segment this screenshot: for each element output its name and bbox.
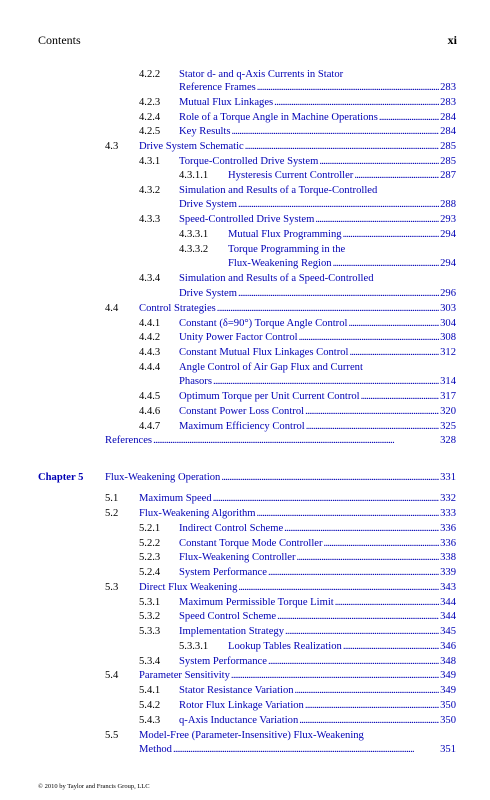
toc-entry[interactable]	[0, 551, 490, 565]
page-number-link[interactable]: 336	[440, 538, 456, 549]
copyright-footer: © 2010 by Taylor and Francis Group, LLC	[38, 783, 150, 790]
entry-title-link[interactable]: Speed-Controlled Drive System	[179, 214, 315, 225]
toc-entry[interactable]	[0, 420, 490, 434]
toc-entry[interactable]	[0, 537, 490, 551]
entry-title-link[interactable]: Speed Control Scheme	[179, 611, 277, 622]
toc-entry[interactable]	[0, 566, 490, 580]
page-number-link[interactable]: 288	[440, 199, 456, 210]
toc-entry[interactable]	[0, 331, 490, 345]
entry-title-link[interactable]: Mutual Flux Programming	[228, 229, 342, 240]
dot-leader	[213, 375, 439, 388]
dot-leader	[268, 655, 439, 668]
page-number-link[interactable]: 343	[440, 582, 456, 593]
entry-title-link[interactable]: Hysteresis Current Controller	[228, 170, 354, 181]
entry-title-link[interactable]: Drive System	[179, 199, 237, 210]
section-number: 4.3	[105, 141, 119, 152]
section-number: 5.2.3	[139, 552, 161, 563]
toc-entry[interactable]	[0, 361, 490, 375]
page-number-link[interactable]: 328	[440, 435, 456, 446]
toc-entry[interactable]	[0, 287, 490, 301]
toc-entry[interactable]	[0, 522, 490, 536]
section-number: 4.4.4	[139, 362, 161, 373]
toc-entry[interactable]	[0, 346, 490, 360]
dot-leader	[324, 537, 440, 550]
dot-leader	[153, 434, 439, 447]
section-number: 4.3.3	[139, 214, 161, 225]
toc-entry[interactable]	[0, 111, 490, 125]
toc-entry[interactable]	[0, 155, 490, 169]
entry-title-link[interactable]: Phasors	[179, 376, 212, 387]
entry-title-link[interactable]: Angle Control of Air Gap Flux and Current	[179, 362, 363, 373]
entry-title-link[interactable]: Maximum Speed	[139, 493, 212, 504]
entry-title-link[interactable]: Direct Flux Weakening	[139, 582, 238, 593]
entry-title-link[interactable]: Torque Programming in the	[228, 244, 346, 255]
toc-entry[interactable]	[0, 669, 490, 683]
dot-leader	[333, 257, 440, 270]
section-number: 4.4.7	[139, 421, 161, 432]
running-header-title: Contents	[38, 33, 81, 47]
entry-title-link[interactable]: Lookup Tables Realization	[228, 641, 342, 652]
page-number-link[interactable]: 346	[440, 641, 456, 652]
section-number: 5.3	[105, 582, 119, 593]
section-number: 4.3.1.1	[179, 170, 209, 181]
dot-leader	[343, 640, 439, 653]
entry-title-link[interactable]: Mutual Flux Linkages	[179, 97, 274, 108]
page-number-link[interactable]: 350	[440, 715, 456, 726]
entry-title-link[interactable]: Simulation and Results of a Torque-Controlled	[179, 185, 378, 196]
section-number: 5.4.3	[139, 715, 161, 726]
page-number-link[interactable]: 339	[440, 567, 456, 578]
dot-leader	[238, 581, 439, 594]
toc-entry[interactable]	[0, 434, 490, 448]
entry-title-link[interactable]: Optimum Torque per Unit Current Control	[179, 391, 360, 402]
toc-entry[interactable]	[0, 729, 490, 743]
section-number: 4.4.1	[139, 318, 161, 329]
dot-leader	[217, 302, 439, 315]
section-number: 4.4.6	[139, 406, 161, 417]
entry-title-link[interactable]: System Performance	[179, 567, 267, 578]
toc-entry[interactable]	[0, 257, 490, 271]
section-number: 4.2.2	[139, 69, 161, 80]
section-number: 5.4.2	[139, 700, 161, 711]
toc-entry[interactable]	[0, 699, 490, 713]
entry-title-link[interactable]: Method	[139, 744, 172, 755]
section-number: 5.3.2	[139, 611, 161, 622]
page-number-link[interactable]: 287	[440, 170, 456, 181]
entry-title-link[interactable]: Indirect Control Scheme	[179, 523, 284, 534]
page-number-link[interactable]: 308	[440, 332, 456, 343]
dot-leader	[361, 390, 440, 403]
entry-title-link[interactable]: Constant Power Loss Control	[179, 406, 305, 417]
entry-title-link[interactable]: Drive System	[179, 288, 237, 299]
section-number: 5.2.1	[139, 523, 161, 534]
entry-title-link[interactable]: Model-Free (Parameter-Insensitive) Flux-Weakening	[139, 730, 364, 741]
page-number-link[interactable]: 331	[440, 472, 456, 483]
dot-leader	[238, 198, 439, 211]
dot-leader	[354, 169, 439, 182]
entry-title-link[interactable]: Key Results	[179, 126, 231, 137]
toc-entry[interactable]	[0, 169, 490, 183]
page-number-link[interactable]: 293	[440, 214, 456, 225]
section-number: 4.2.5	[139, 126, 161, 137]
section-number: 4.3.2	[139, 185, 161, 196]
section-number: 5.2	[105, 508, 119, 519]
section-number: 4.3.3.2	[179, 244, 209, 255]
section-number: 5.5	[105, 730, 119, 741]
dot-leader	[274, 96, 439, 109]
entry-title-link[interactable]: Implementation Strategy	[179, 626, 285, 637]
toc-entry[interactable]	[0, 317, 490, 331]
page-number-link[interactable]: 345	[440, 626, 456, 637]
toc-entry[interactable]	[0, 581, 490, 595]
section-number: 5.3.3	[139, 626, 161, 637]
page-number-link[interactable]: 333	[440, 508, 456, 519]
page-number-link[interactable]: 303	[440, 303, 456, 314]
page-number-link[interactable]: 344	[440, 611, 456, 622]
page-number-link[interactable]: 312	[440, 347, 456, 358]
page-number-link[interactable]: 349	[440, 670, 456, 681]
page-number-link[interactable]: 350	[440, 700, 456, 711]
entry-title-link[interactable]: Flux-Weakening Region	[228, 258, 332, 269]
dot-leader	[245, 140, 439, 153]
toc-entry[interactable]	[0, 198, 490, 212]
toc-entry[interactable]	[0, 684, 490, 698]
page-number-link[interactable]: 348	[440, 656, 456, 667]
section-number: 5.4.1	[139, 685, 161, 696]
entry-title-link[interactable]: Constant (δ=90°) Torque Angle Control	[179, 318, 348, 329]
dot-leader	[305, 405, 439, 418]
dot-leader	[221, 471, 439, 484]
dot-leader	[213, 492, 439, 505]
section-number: 4.4.2	[139, 332, 161, 343]
section-number: 4.4	[105, 303, 119, 314]
entry-title-link[interactable]: Constant Mutual Flux Linkages Control	[179, 347, 349, 358]
dot-leader	[379, 111, 439, 124]
dot-leader	[315, 213, 439, 226]
toc-entry[interactable]	[0, 471, 490, 485]
section-number: 4.2.4	[139, 112, 161, 123]
dot-leader	[335, 596, 439, 609]
toc-entry[interactable]	[0, 68, 490, 82]
dot-leader	[268, 566, 439, 579]
dot-leader	[350, 346, 440, 359]
page-number-link[interactable]: 304	[440, 318, 456, 329]
page-number-link[interactable]: 314	[440, 376, 456, 387]
entry-title-link[interactable]: q-Axis Inductance Variation	[179, 715, 299, 726]
dot-leader	[295, 684, 440, 697]
page-number-link[interactable]: 284	[440, 112, 456, 123]
toc-entry[interactable]	[0, 714, 490, 728]
section-number: 5.2.4	[139, 567, 161, 578]
page-number-link[interactable]: 320	[440, 406, 456, 417]
toc-entry[interactable]	[0, 507, 490, 521]
entry-title-link[interactable]: References	[105, 435, 153, 446]
dot-leader	[348, 317, 439, 330]
page-number-link[interactable]: 325	[440, 421, 456, 432]
section-number: 4.4.5	[139, 391, 161, 402]
toc-entry[interactable]	[0, 243, 490, 257]
section-number: 5.1	[105, 493, 119, 504]
section-number: 5.3.3.1	[179, 641, 209, 652]
dot-leader	[231, 669, 439, 682]
entry-title-link[interactable]: System Performance	[179, 656, 267, 667]
toc-entry[interactable]	[0, 625, 490, 639]
section-number: 5.3.4	[139, 656, 161, 667]
page-number-link[interactable]: 349	[440, 685, 456, 696]
toc-entry[interactable]	[0, 81, 490, 95]
dot-leader	[277, 610, 439, 623]
page-number-link[interactable]: 336	[440, 523, 456, 534]
section-number: 4.4.3	[139, 347, 161, 358]
entry-title-link[interactable]: Reference Frames	[179, 82, 256, 93]
entry-title-link[interactable]: Torque-Controlled Drive System	[179, 156, 319, 167]
toc-entry[interactable]	[0, 390, 490, 404]
dot-leader	[257, 507, 440, 520]
page-number-link[interactable]: 283	[440, 82, 456, 93]
section-number: 5.4	[105, 670, 119, 681]
toc-entry[interactable]	[0, 125, 490, 139]
page-number-link[interactable]: 283	[440, 97, 456, 108]
page-number-link[interactable]: 294	[440, 258, 456, 269]
entry-title-link[interactable]: Rotor Flux Linkage Variation	[179, 700, 304, 711]
toc-entry[interactable]	[0, 272, 490, 286]
entry-title-link[interactable]: Maximum Efficiency Control	[179, 421, 305, 432]
dot-leader	[173, 743, 439, 756]
dot-leader	[319, 155, 439, 168]
section-number: 4.3.3.1	[179, 229, 209, 240]
dot-leader	[285, 625, 439, 638]
dot-leader	[299, 714, 439, 727]
entry-title-link[interactable]: Parameter Sensitivity	[139, 670, 230, 681]
section-number: 4.2.3	[139, 97, 161, 108]
toc-entry[interactable]	[0, 405, 490, 419]
entry-title-link[interactable]: Control Strategies	[139, 303, 216, 314]
entry-title-link[interactable]: Role of a Torque Angle in Machine Operations	[179, 112, 378, 123]
entry-title-link[interactable]: Stator Resistance Variation	[179, 685, 294, 696]
dot-leader	[306, 420, 439, 433]
entry-title-link[interactable]: Maximum Permissible Torque Limit	[179, 597, 334, 608]
dot-leader	[305, 699, 439, 712]
toc-entry[interactable]	[0, 140, 490, 154]
dot-leader	[238, 287, 439, 300]
toc-entry[interactable]	[0, 492, 490, 506]
toc-entry[interactable]	[0, 743, 490, 757]
entry-title-link[interactable]: Stator d- and q-Axis Currents in Stator	[179, 69, 344, 80]
entry-title-link[interactable]: Flux-Weakening Controller	[179, 552, 296, 563]
toc-entry[interactable]	[0, 655, 490, 669]
dot-leader	[232, 125, 440, 138]
section-number: 5.2.2	[139, 538, 161, 549]
section-number: 4.3.1	[139, 156, 161, 167]
page-number-link[interactable]: 351	[440, 744, 456, 755]
entry-title-link[interactable]: Unity Power Factor Control	[179, 332, 298, 343]
toc-entry[interactable]	[0, 610, 490, 624]
dot-leader	[284, 522, 439, 535]
dot-leader	[257, 81, 439, 94]
toc-entry[interactable]	[0, 375, 490, 389]
toc-entry[interactable]	[0, 213, 490, 227]
toc-entry[interactable]	[0, 302, 490, 316]
page-number-link[interactable]: 285	[440, 156, 456, 167]
page-number-link[interactable]: 285	[440, 141, 456, 152]
page-number-link[interactable]: 284	[440, 126, 456, 137]
toc-entry[interactable]	[0, 96, 490, 110]
page-number-link[interactable]: 338	[440, 552, 456, 563]
page-number-link[interactable]: 344	[440, 597, 456, 608]
page-number-link[interactable]: 294	[440, 229, 456, 240]
entry-title-link[interactable]: Simulation and Results of a Speed-Controlled	[179, 273, 374, 284]
entry-title-link[interactable]: Flux-Weakening Algorithm	[139, 508, 256, 519]
page-number-link[interactable]: 317	[440, 391, 456, 402]
entry-title-link[interactable]: Drive System Schematic	[139, 141, 244, 152]
entry-title-link[interactable]: Constant Torque Mode Controller	[179, 538, 323, 549]
chapter-label: Chapter 5	[38, 472, 84, 483]
dot-leader	[299, 331, 440, 344]
entry-title-link[interactable]: Flux-Weakening Operation	[105, 472, 221, 483]
toc-entry[interactable]	[0, 228, 490, 242]
running-header-page-number: xi	[447, 33, 457, 47]
page-number-link[interactable]: 296	[440, 288, 456, 299]
section-number: 4.3.4	[139, 273, 161, 284]
page-number-link[interactable]: 332	[440, 493, 456, 504]
toc-entry[interactable]	[0, 640, 490, 654]
section-number: 5.3.1	[139, 597, 161, 608]
toc-entry[interactable]	[0, 184, 490, 198]
dot-leader	[297, 551, 440, 564]
dot-leader	[343, 228, 440, 241]
toc-entry[interactable]	[0, 596, 490, 610]
